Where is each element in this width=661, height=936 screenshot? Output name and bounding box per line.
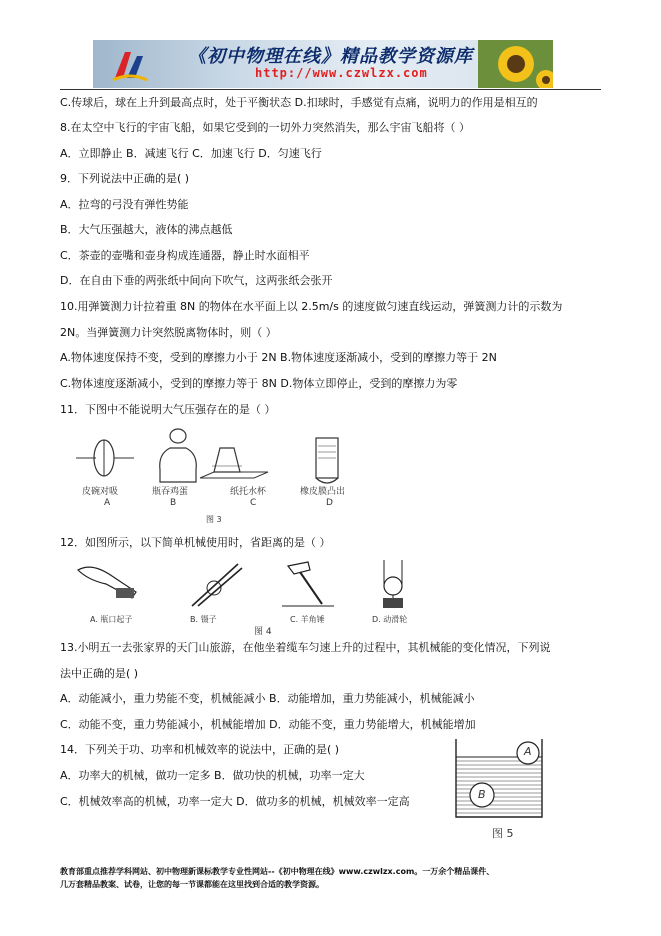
figure-5-container-drawing <box>452 735 548 819</box>
header-banner <box>93 40 553 88</box>
question-8: 8.在太空中飞行的宇宙飞船，如果它受到的一切外力突然消失，那么宇宙飞船将（ ） <box>60 121 470 134</box>
fig3-letter-a: A <box>104 498 111 508</box>
sunflower-icon <box>478 40 553 88</box>
figure-3 <box>72 426 372 526</box>
banner-title: 《初中物理在线》精品教学资源库 <box>188 46 473 67</box>
question-13-cont: 法中正确的是( ) <box>60 667 139 680</box>
options-ab: A．动能减小，重力势能不变，机械能减小 B．动能增加，重力势能减小，机械能减小 <box>60 692 475 705</box>
fig4-label-b: B. 镊子 <box>190 615 217 624</box>
options-cd: C.物体速度逐渐减小，受到的摩擦力等于 8N D.物体立即停止，受到的摩擦力为零 <box>60 377 458 390</box>
fig4-label-a: A. 瓶口起子 <box>90 615 133 624</box>
figure-4 <box>72 558 432 636</box>
option-d: D．在自由下垂的两张纸中间向下吹气，这两张纸会张开 <box>60 274 333 287</box>
question-10: 10.用弹簧测力计拉着重 8N 的物体在水平面上以 2.5m/s 的速度做匀速直线运动，弹簧测力计的示数为 <box>60 300 563 313</box>
header-rule <box>60 89 601 90</box>
fig3-label-d: 橡皮膜凸出 <box>300 487 346 497</box>
options-cd: C．机械效率高的机械，功率一定大 D．做功多的机械，机械效率一定高 <box>60 795 410 808</box>
figure-5 <box>452 735 548 845</box>
site-logo-icon <box>111 46 149 84</box>
fig3-label-b: 瓶吞鸡蛋 <box>152 487 189 497</box>
banner-url[interactable]: http://www.czwlzx.com <box>255 66 428 80</box>
fig3-label-a: 皮碗对吸 <box>82 487 119 497</box>
option-b: B．大气压强越大，液体的沸点越低 <box>60 223 233 236</box>
ball-b-label: B <box>478 788 486 801</box>
question-11: 11．下图中不能说明大气压强存在的是（ ） <box>60 403 276 416</box>
fig3-letter-b: B <box>170 498 177 508</box>
question-13: 13.小明五一去张家界的天门山旅游，在他坐着缆车匀速上升的过程中，其机械能的变化情况，下列说 <box>60 641 551 654</box>
fig5-title: 图 5 <box>492 827 514 840</box>
question-8-options: A．立即静止 B．减速飞行 C．加速飞行 D．匀速飞行 <box>60 147 322 160</box>
options-ab: A.物体速度保持不变，受到的摩擦力小于 2N B.物体速度逐渐减小，受到的摩擦力等于 2N <box>60 351 497 364</box>
question-10-cont: 2N。当弹簧测力计突然脱离物体时，则（ ） <box>60 326 277 339</box>
fig3-letter-d: D <box>326 498 333 508</box>
option-a: A．拉弯的弓没有弹性势能 <box>60 198 189 211</box>
text-line: C.传球后，球在上升到最高点时，处于平衡状态 D.扣球时，手感觉有点痛，说明力的作用是相互的 <box>60 96 538 109</box>
question-14: 14．下列关于功、功率和机械效率的说法中，正确的是( ) <box>60 743 340 756</box>
fig3-title: 图 3 <box>206 515 222 524</box>
question-9: 9．下列说法中正确的是( ) <box>60 172 190 185</box>
ball-a-label: A <box>524 745 532 758</box>
fig4-label-c: C. 羊角锤 <box>290 615 325 624</box>
options-ab: A．功率大的机械，做功一定多 B．做功快的机械，功率一定大 <box>60 769 365 782</box>
footer-line-2: 几万套精品教案、试卷，让您的每一节课都能在这里找到合适的教学资源。 <box>60 880 324 889</box>
fig3-letter-c: C <box>250 498 257 508</box>
question-12: 12．如图所示，以下简单机械使用时，省距离的是（ ） <box>60 536 331 549</box>
fig3-label-c: 纸托水杯 <box>230 487 267 497</box>
fig4-title: 图 4 <box>254 627 272 637</box>
figure-4-drawings <box>72 558 432 610</box>
option-c: C．茶壶的壶嘴和壶身构成连通器，静止时水面相平 <box>60 249 310 262</box>
fig4-label-d: D. 动滑轮 <box>372 615 408 624</box>
footer-line-1: 教育部重点推荐学科网站、初中物理新课标教学专业性网站--《初中物理在线》www.czwlzx.com。一万余个精品课件、 <box>60 867 495 876</box>
options-cd: C．动能不变，重力势能减小，机械能增加 D．动能不变，重力势能增大，机械能增加 <box>60 718 476 731</box>
